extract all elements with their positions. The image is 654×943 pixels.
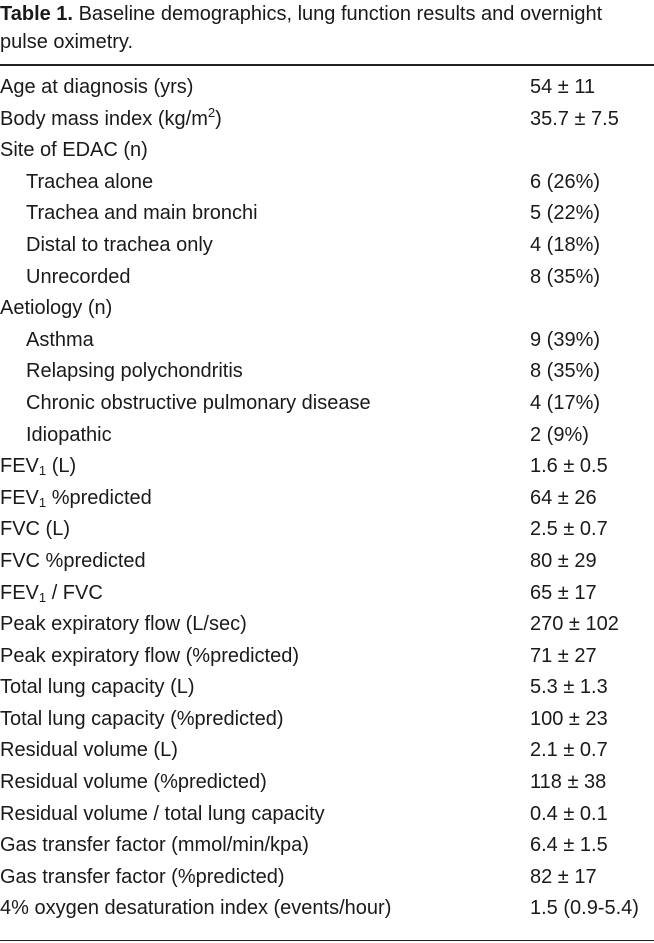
row-label — [0, 72, 193, 104]
table-caption-label: Table 1. — [0, 3, 73, 25]
row-label — [0, 767, 267, 799]
row-label — [26, 356, 243, 388]
row-label-text: Peak expiratory flow (L/sec) — [0, 613, 247, 636]
table-row — [0, 104, 654, 136]
row-value: 82 ± 17 — [530, 865, 597, 888]
row-value: 2.1 ± 0.7 — [530, 739, 608, 762]
table-row — [0, 672, 654, 704]
row-value: 100 ± 23 — [530, 707, 608, 730]
row-label-text: Total lung capacity (L) — [0, 676, 195, 699]
table-row — [0, 198, 654, 230]
table-row — [0, 830, 654, 862]
table-row — [0, 167, 654, 199]
row-label-text: Trachea alone — [26, 170, 154, 193]
row-label — [0, 293, 112, 325]
table-row — [0, 356, 654, 388]
row-label-suffix: ) — [215, 107, 222, 130]
row-value: 2 (9%) — [530, 423, 589, 446]
table-row — [0, 325, 654, 357]
row-label-text: Gas transfer factor (mmol/min/kpa) — [0, 834, 309, 857]
row-label — [26, 420, 112, 452]
row-value: 8 (35%) — [530, 265, 601, 288]
row-label — [26, 262, 131, 294]
table-row — [0, 388, 654, 420]
row-value: 80 ± 29 — [530, 549, 597, 572]
row-value: 5 (22%) — [530, 202, 601, 225]
row-value: 1.6 ± 0.5 — [530, 455, 608, 478]
row-label-suffix: %predicted — [46, 486, 152, 509]
row-label — [0, 735, 178, 767]
row-label-text: Body mass index (kg/m — [0, 107, 208, 130]
row-label — [0, 893, 391, 925]
row-label — [26, 167, 153, 199]
row-label-subscript: 1 — [38, 494, 47, 510]
table-body — [0, 72, 654, 925]
table-row — [0, 862, 654, 894]
row-value: 65 ± 17 — [530, 581, 597, 604]
row-label-text: Asthma — [26, 328, 94, 351]
row-label-text: Residual volume (L) — [0, 739, 178, 762]
row-value: 64 ± 26 — [530, 486, 597, 509]
row-label-text: Gas transfer factor (%predicted) — [0, 865, 285, 888]
row-label — [0, 609, 247, 641]
table-row — [0, 578, 654, 610]
row-label-text: Unrecorded — [26, 265, 131, 288]
row-label — [26, 198, 258, 230]
row-value: 5.3 ± 1.3 — [530, 676, 608, 699]
row-label — [0, 704, 283, 736]
table-row — [0, 546, 654, 578]
row-label — [0, 135, 148, 167]
row-label-text: FEV — [0, 581, 39, 604]
row-label — [0, 862, 285, 894]
row-label-text: Total lung capacity (%predicted) — [0, 707, 284, 730]
row-value: 6.4 ± 1.5 — [530, 834, 608, 857]
table-top-rule — [0, 64, 654, 66]
table-row — [0, 514, 654, 546]
row-label-text: Idiopathic — [26, 423, 112, 446]
row-label — [26, 388, 371, 420]
table-row — [0, 230, 654, 262]
row-label-text: Site of EDAC (n) — [0, 139, 148, 162]
row-label-suffix: / FVC — [46, 581, 103, 604]
row-value: 0.4 ± 0.1 — [530, 802, 608, 825]
row-label-superscript: 2 — [207, 104, 216, 120]
row-label-text: Distal to trachea only — [26, 233, 213, 256]
row-label — [0, 799, 325, 831]
table-row — [0, 135, 654, 167]
row-value: 4 (17%) — [530, 391, 601, 414]
table-row — [0, 72, 654, 104]
row-label — [26, 230, 213, 262]
table-row — [0, 451, 654, 483]
row-value: 9 (39%) — [530, 328, 601, 351]
row-label — [0, 451, 76, 483]
table-row — [0, 483, 654, 515]
table-row — [0, 799, 654, 831]
row-label — [0, 514, 70, 546]
row-label — [26, 325, 94, 357]
row-value: 35.7 ± 7.5 — [530, 107, 619, 130]
row-label — [0, 546, 146, 578]
table-row — [0, 893, 654, 925]
row-label-text: Peak expiratory flow (%predicted) — [0, 644, 300, 667]
row-value: 71 ± 27 — [530, 644, 597, 667]
row-label — [0, 830, 309, 862]
row-label-text: Relapsing polychondritis — [26, 360, 243, 383]
row-label-text: FEV — [0, 486, 39, 509]
row-label-suffix: (L) — [46, 455, 77, 478]
row-label — [0, 578, 103, 610]
row-label-text: 4% oxygen desaturation index (events/hour) — [0, 897, 392, 920]
table-caption-text: Baseline demographics, lung function results and overnight pulse oximetry. — [0, 3, 603, 53]
row-label-text: FEV — [0, 455, 39, 478]
row-label-text: Chronic obstructive pulmonary disease — [26, 391, 371, 414]
row-label-text: Age at diagnosis (yrs) — [0, 76, 194, 98]
table-row — [0, 735, 654, 767]
row-value: 270 ± 102 — [530, 613, 619, 636]
row-label-text: Residual volume / total lung capacity — [0, 802, 325, 825]
row-value: 2.5 ± 0.7 — [530, 518, 608, 541]
row-label — [0, 483, 152, 515]
row-label-text: Trachea and main bronchi — [26, 202, 258, 225]
table-row — [0, 293, 654, 325]
table-row — [0, 641, 654, 673]
row-value: 8 (35%) — [530, 360, 601, 383]
row-label-text: FVC %predicted — [0, 549, 146, 572]
row-label — [0, 672, 195, 704]
row-label-subscript: 1 — [38, 463, 47, 479]
table-caption — [0, 0, 654, 56]
row-label-text: FVC (L) — [0, 518, 70, 541]
row-value: 4 (18%) — [530, 233, 601, 256]
row-label — [0, 104, 222, 136]
table-row — [0, 262, 654, 294]
row-value: 6 (26%) — [530, 170, 601, 193]
table-row — [0, 704, 654, 736]
row-label-text: Aetiology (n) — [0, 297, 113, 320]
row-value: 118 ± 38 — [530, 771, 607, 794]
row-label — [0, 641, 299, 673]
table-row — [0, 767, 654, 799]
row-label-text: Residual volume (%predicted) — [0, 771, 267, 794]
table-bottom-rule — [0, 940, 654, 941]
row-value: 54 ± 11 — [530, 76, 596, 98]
table-row — [0, 609, 654, 641]
table-row — [0, 420, 654, 452]
row-value: 1.5 (0.9-5.4) — [530, 897, 639, 920]
row-label-subscript: 1 — [38, 589, 47, 605]
